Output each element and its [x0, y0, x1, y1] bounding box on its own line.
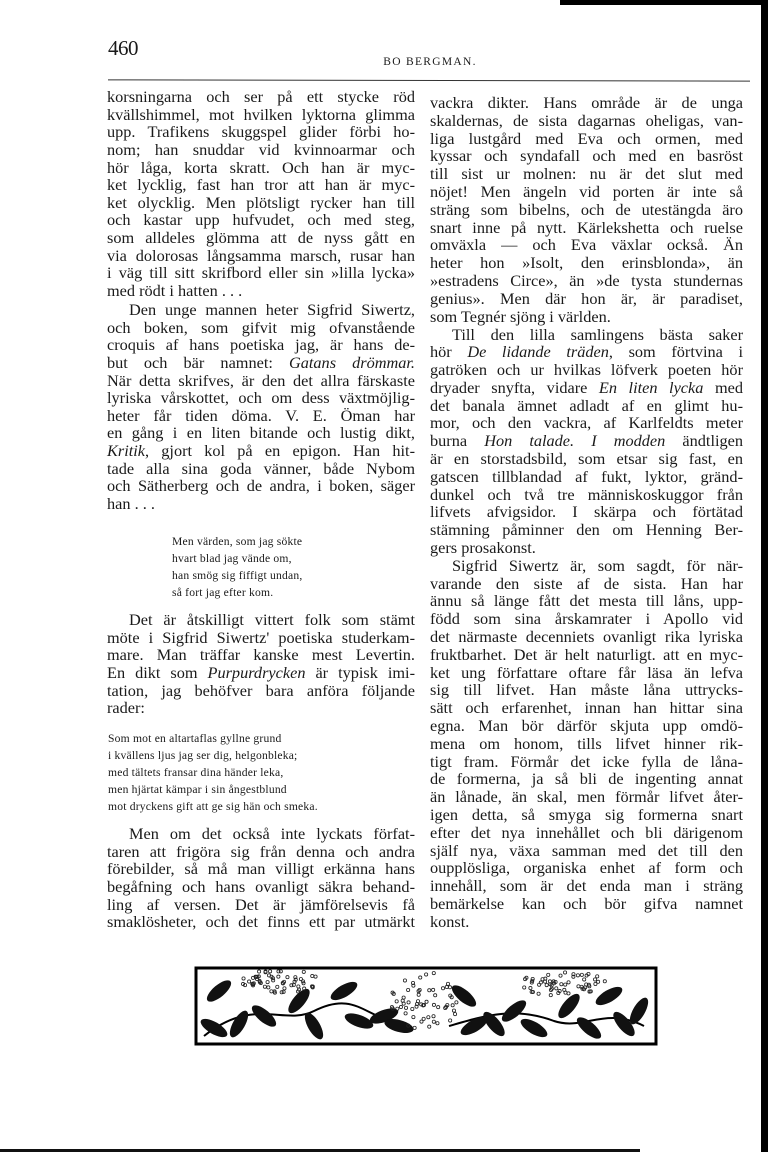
text-line: rader:: [107, 698, 145, 718]
text-line: en gång i en liten bitande och lustig dikt,: [107, 423, 415, 443]
italic-title: Kritik: [107, 440, 145, 460]
text-line: tade alla sina goda vänner, både Nybom: [107, 458, 415, 478]
text-line: omväxla — och Eva växlar också. Än: [430, 235, 743, 255]
text-line: bemärkelse kan och bör gifva namnet: [430, 894, 743, 914]
text-line: han smög sig fiffigt undan,: [172, 568, 303, 582]
text-line: En dikt som Purpurdrycken är typisk imi-: [107, 662, 415, 682]
text-line: hvart blad jag vände om,: [172, 551, 292, 565]
text-line: tigt fram. Förmår det icke fylla de låna-: [430, 751, 743, 771]
text-line: Men om det också inte lyckats förfat-: [129, 824, 415, 844]
text-line: efter det nya innehållet och bli därigenom: [430, 822, 743, 842]
text-line: men hjärtat kämpar i sin ångestblund: [108, 782, 287, 796]
text-line: till sist ur molnen: nu är det slut med: [430, 164, 743, 184]
text-line: ling af versen. Det är jämförelsevis få: [107, 894, 415, 914]
paragraph: [107, 301, 415, 512]
text-line: och kastar upp hufvudet, och med steg,: [107, 210, 415, 230]
text-line: hör De lidande träden, som förtvina i: [430, 342, 744, 362]
text-line: smaklösheter, och det finns ett par utmärkt: [107, 912, 415, 932]
text-line: När detta skrifves, är den det allra färskaste: [107, 370, 415, 390]
text-line: varande den siste af de sista. Han har: [430, 573, 743, 593]
text-line: ket ung författare oftare får läsa än lefva: [430, 662, 743, 682]
text-line: med tältets fransar dina händer leka,: [108, 765, 284, 779]
text-line: taren att frigöra sig från denna och andra: [107, 841, 415, 861]
text-line: genius». Men där hon är, är paradiset,: [430, 288, 743, 308]
italic-title: De lidande träden: [467, 342, 609, 362]
text-line: sträng som bibelns, och de utestängda äro: [430, 199, 743, 219]
text-line: ket olycklig. Men plötsligt rycker han till: [107, 192, 415, 212]
text-line: konst.: [430, 911, 470, 931]
text-line: det banala ämnet adladt af en glimt hu-: [430, 395, 743, 415]
text-line: ännu så länge fått det mesta till låns, upp-: [430, 591, 743, 611]
text-line: lyriska vårskottet, och om dess växtmöjlig-: [107, 388, 415, 408]
text-line: som Tegnér sjöng i världen.: [430, 306, 611, 326]
text-line: Men värden, som jag sökte: [172, 534, 303, 548]
text-line: gatscen tillblandad af fukt, lyktor, gränd-: [430, 466, 743, 486]
text-line: kyssar och syndafall och med en basröst: [430, 146, 743, 166]
text-line: Till den lilla samlingens bästa saker: [452, 324, 743, 344]
text-line: i väg till sitt skrifbord eller sin »lilla lycka»: [107, 263, 415, 283]
text-line: egna. Man bör därför skjuta upp omdö-: [430, 716, 743, 736]
text-line: snart inne på nytt. Kärlekshetta och ruelse: [430, 217, 743, 237]
italic-title: Hon talade. I modden: [484, 431, 666, 451]
verse-quote: [172, 533, 415, 601]
paragraph: [107, 611, 415, 717]
text-line: med rödt i hatten . . .: [107, 280, 243, 300]
verse-quote: [108, 730, 415, 815]
text-line: skaldernas, de sista dagarnas oheligas, van-: [430, 110, 743, 130]
italic-title: En liten lycka: [598, 377, 704, 397]
paragraph: [430, 557, 743, 931]
scan-edge-right: [761, 0, 768, 1152]
text-line: lifvets afvigsidor. I skärpa och förtätad: [430, 502, 743, 522]
text-line: mor, och den vackra, af Karlfeldts meter: [430, 413, 743, 433]
text-line: tation, jag behöfver bara anföra följande: [107, 680, 415, 700]
scan-edge-top: [560, 0, 768, 5]
text-line: but och bär namnet: Gatans drömmar.: [107, 352, 416, 372]
text-line: Som mot en altartaflas gyllne grund: [108, 731, 282, 745]
text-line: ket lycklig, fast han tror att han är myc-: [107, 175, 415, 195]
text-line: och Sätherberg och de andra, i boken, säger: [107, 476, 415, 496]
text-line: mot dryckens gift att ge sig hän och smeka.: [108, 799, 318, 813]
text-line: fruktbarhet. Det är helt naturligt. att en myc-: [430, 644, 743, 664]
text-line: Sigfrid Siwertz är, som sagdt, för när-: [452, 555, 743, 575]
text-line: korsningarna och ser på ett stycke röd: [107, 87, 415, 107]
text-line: gers prosakonst.: [430, 538, 536, 558]
text-line: heter får tiden döma. V. E. Öman har: [107, 405, 415, 425]
text-line: »estradens Circe», än »de tysta stundernas: [430, 271, 743, 291]
text-line: han . . .: [107, 493, 155, 513]
text-line: dryader snyfta, vidare En liten lycka med: [430, 377, 743, 397]
text-line: det närmaste decenniets ovanligt rika lyriska: [430, 627, 743, 647]
text-line: innehåll, som är det enda man i sträng: [430, 876, 743, 896]
text-line: mare. Man träffar kanske mest Levertin.: [107, 645, 415, 665]
paragraph: [430, 326, 743, 557]
paragraph: [107, 88, 415, 299]
text-line: igen detta, så smyga sig formerna snart: [430, 805, 743, 825]
text-line: själf nya, växa samman med det till den: [430, 840, 743, 860]
text-line: är en storstadsbild, som etsar sig fast, en: [430, 449, 743, 469]
text-line: vackra dikter. Hans område är de unga: [430, 93, 743, 113]
text-line: liga lustgård med Eva och ormen, med: [430, 128, 743, 148]
paragraph: [107, 825, 415, 931]
text-line: heter hon »Isolt, den erinsblonda», än: [430, 253, 743, 273]
text-line: född som sina årskamrater i Apollo vid: [430, 609, 743, 629]
page-number: 460: [108, 36, 138, 60]
text-line: oupplösliga, organiska enhet af form och: [430, 858, 743, 878]
text-line: upp. Trafikens skuggspel glider förbi ho-: [107, 122, 415, 142]
text-line: croquis af hans poetiska jag, är hans de-: [107, 335, 415, 355]
running-head: BO BERGMAN.: [383, 56, 477, 68]
text-line: än lånade, än skal, men förmår lifvet åter-: [430, 787, 743, 807]
text-line: och boken, som gifvit mig ofvanstående: [107, 317, 415, 337]
text-line: dunkel och två tre människoskuggor från: [430, 484, 743, 504]
text-line: så fort jag efter kom.: [172, 585, 274, 599]
paragraph: [430, 94, 743, 325]
text-line: Det är åtskilligt vittert folk som stämt: [129, 610, 415, 630]
italic-title: Purpurdrycken: [207, 662, 306, 682]
text-line: gatröken och ur hvilkas löfverk poeten hör: [430, 360, 743, 380]
text-line: sätt och erfarenhet, innan han hittar sina: [430, 698, 743, 718]
text-line: Kritik, gjort kol på en epigon. Han hit-: [107, 440, 415, 460]
text-line: hör låga, korta skratt. Och han är myc-: [107, 157, 415, 177]
text-line: begåfning och hans ovanligt säkra behand-: [107, 876, 415, 896]
italic-title: Gatans drömmar.: [288, 352, 416, 372]
text-line: Den unge mannen heter Sigfrid Siwertz,: [129, 300, 415, 320]
text-line: mena om honom, tills lifvet hinner rik-: [430, 733, 743, 753]
text-line: via dolorosas långsamma marsch, rusar han: [107, 245, 415, 265]
text-line: nom; han snuddar vid kvinnoarmar och: [107, 139, 415, 159]
text-line: möte i Sigfrid Siwertz' poetiska studerkam-: [107, 627, 415, 647]
text-line: de formerna, ja så bli de ingenting annat: [430, 769, 743, 789]
text-line: sig till lifvet. Han måste låna uttrycks-: [430, 680, 743, 700]
text-line: burna Hon talade. I modden ändtligen: [430, 431, 744, 451]
text-line: stämning påminner den om Henning Ber-: [430, 520, 743, 540]
text-line: i kvällens ljus jag ser dig, helgonbleka;: [108, 748, 298, 762]
header-rule: [108, 79, 750, 81]
elderflower-vignette-icon: [194, 966, 658, 1046]
text-line: som alldeles glömma att de nyss gått en: [107, 227, 415, 247]
text-line: nöjet! Men ängeln vid porten är inte så: [430, 182, 743, 202]
text-line: kvällshimmel, mot hvilken lyktorna glimma: [107, 104, 415, 124]
text-line: förebilder, så må man villigt erkänna hans: [107, 859, 415, 879]
